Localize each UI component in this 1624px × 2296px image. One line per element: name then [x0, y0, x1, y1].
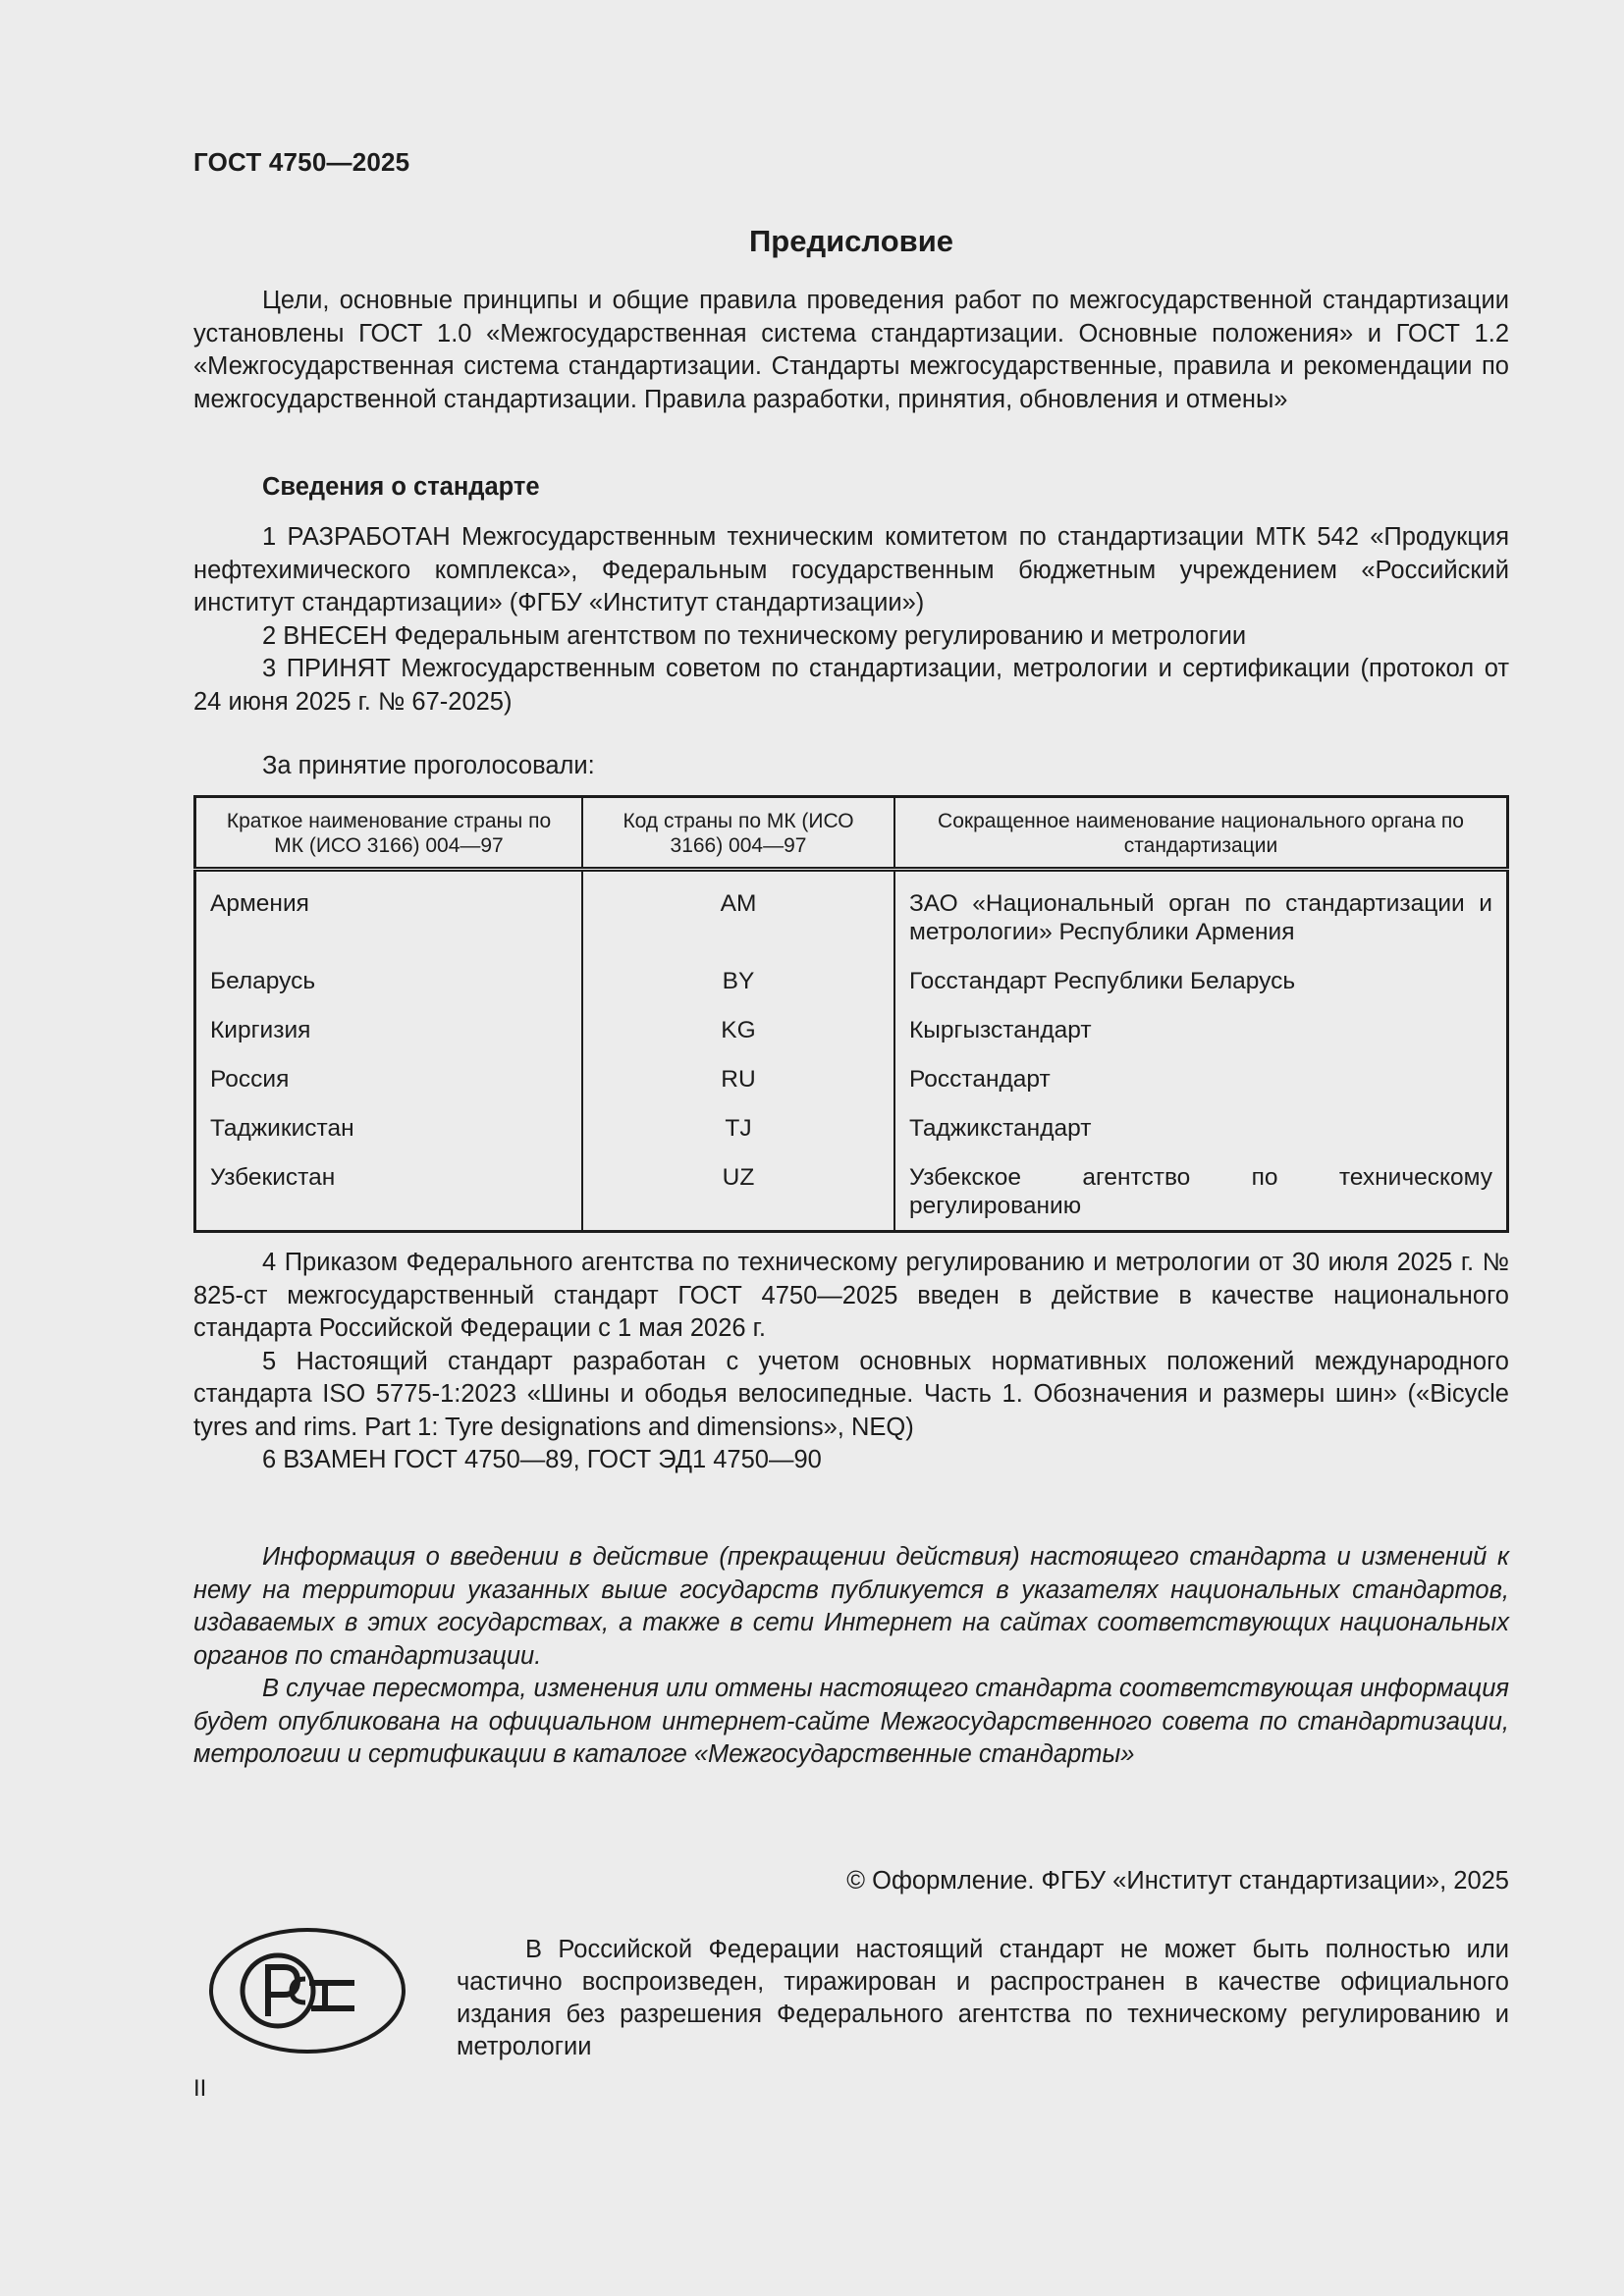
header-country-name: Краткое наименование страны по МК (ИСО 3166) 004—97 — [195, 797, 583, 870]
publication-info-block — [193, 1541, 1509, 1772]
country-name: Россия — [195, 1044, 583, 1094]
country-name: Армения — [195, 870, 583, 947]
table-row — [195, 1143, 1508, 1232]
info-item-5: 5 Настоящий стандарт разработан с учетом основных нормативных положений международного стандарта ISO 5775-1:2023 «Шины и ободья велосипедные. Часть 1. Обозначения и размеры шин» («Bicycle tyres and rims. Part 1: Tyre designations and dimensions», NEQ) — [193, 1347, 1509, 1441]
header-national-body: Сокращенное наименование национального органа по стандартизации — [894, 797, 1508, 870]
country-name: Беларусь — [195, 946, 583, 995]
country-code: BY — [582, 946, 894, 995]
rst-logo-mark — [243, 1955, 354, 2026]
table-row — [195, 995, 1508, 1044]
publication-info-para-2: В случае пересмотра, изменения или отмены настоящего стандарта соответствующая информация будет опубликована на официальном интернет-сайте Межгосударственного совета по стандартизации, метрологии и сертификации в каталоге «Межгосударственные стандарты» — [193, 1675, 1509, 1768]
table-header-row — [195, 797, 1508, 870]
country-name: Таджикистан — [195, 1094, 583, 1143]
standard-info-heading: Сведения о стандарте — [262, 473, 540, 501]
info-item-1: 1 РАЗРАБОТАН Межгосударственным техническим комитетом по стандартизации МТК 542 «Продукция нефтехимического комплекса», Федеральным государственным бюджетным учреждением «Российский институт стандартизации» (ФГБУ «Институт стандартизации») — [193, 523, 1509, 616]
info-item-3: 3 ПРИНЯТ Межгосударственным советом по стандартизации, метрологии и сертификации (протокол от 24 июня 2025 г. № 67-2025) — [193, 655, 1509, 716]
country-code: KG — [582, 995, 894, 1044]
foreword-title: Предисловие — [748, 224, 953, 258]
page-number: II — [193, 2075, 207, 2102]
reproduction-notice: В Российской Федерации настоящий стандарт не может быть полностью или частично воспроизведен, тиражирован и распространен в качестве официального издания без разрешения Федерального агентства по техническому регулированию и метрологии — [457, 1936, 1509, 2060]
standard-info-items — [193, 521, 1509, 719]
country-code: TJ — [582, 1094, 894, 1143]
rst-logo — [207, 1924, 407, 2057]
national-body: ЗАО «Национальный орган по стандартизации и метрологии» Республики Армения — [894, 870, 1508, 947]
table-row — [195, 1094, 1508, 1143]
voting-members-table — [193, 795, 1509, 1233]
country-code: AM — [582, 870, 894, 947]
info-item-2: 2 ВНЕСЕН Федеральным агентством по техническому регулированию и метрологии — [262, 621, 1247, 650]
header-country-code: Код страны по МК (ИСО 3166) 004—97 — [582, 797, 894, 870]
national-body: Узбекское агентство по техническому регулированию — [894, 1143, 1508, 1232]
national-body: Росстандарт — [894, 1044, 1508, 1094]
info-item-4: 4 Приказом Федерального агентства по техническому регулированию и метрологии от 30 июля 2025 г. № 825-ст межгосударственный стандарт ГОСТ 4750—2025 введен в действие в качестве национального стандарта Российской Федерации с 1 мая 2026 г. — [193, 1249, 1509, 1342]
country-name: Киргизия — [195, 995, 583, 1044]
country-code: RU — [582, 1044, 894, 1094]
table-row — [195, 946, 1508, 995]
national-body: Госстандарт Республики Беларусь — [894, 946, 1508, 995]
vote-label: За принятие проголосовали: — [262, 752, 595, 779]
info-item-6: 6 ВЗАМЕН ГОСТ 4750—89, ГОСТ ЭД1 4750—90 — [262, 1446, 822, 1473]
national-body: Таджикстандарт — [894, 1094, 1508, 1143]
national-body: Кыргызстандарт — [894, 995, 1508, 1044]
country-name: Узбекистан — [195, 1143, 583, 1232]
table-row — [195, 870, 1508, 947]
country-code: UZ — [582, 1143, 894, 1232]
info-items-continued — [193, 1247, 1509, 1477]
copyright-line: © Оформление. ФГБУ «Институт стандартизации», 2025 — [846, 1867, 1509, 1895]
publication-info-para-1: Информация о введении в действие (прекращении действия) настоящего стандарта и изменений к нему на территории указанных выше государств публикуется в указателях национальных стандартов, издаваемых в этих государствах, а также в сети Интернет на сайтах соответствующих национальных органов по стандартизации. — [193, 1543, 1509, 1670]
table-row — [195, 1044, 1508, 1094]
foreword-intro-block — [193, 285, 1509, 416]
document-code: ГОСТ 4750—2025 — [193, 147, 410, 177]
foreword-intro: Цели, основные принципы и общие правила проведения работ по межгосударственной стандартизации установлены ГОСТ 1.0 «Межгосударственная система стандартизации. Основные положения» и ГОСТ 1.2 «Межгосударственная система стандартизации. Стандарты межгосударственные, правила и рекомендации по межгосударственной стандартизации. Правила разработки, принятия, обновления и отмены» — [193, 287, 1509, 413]
